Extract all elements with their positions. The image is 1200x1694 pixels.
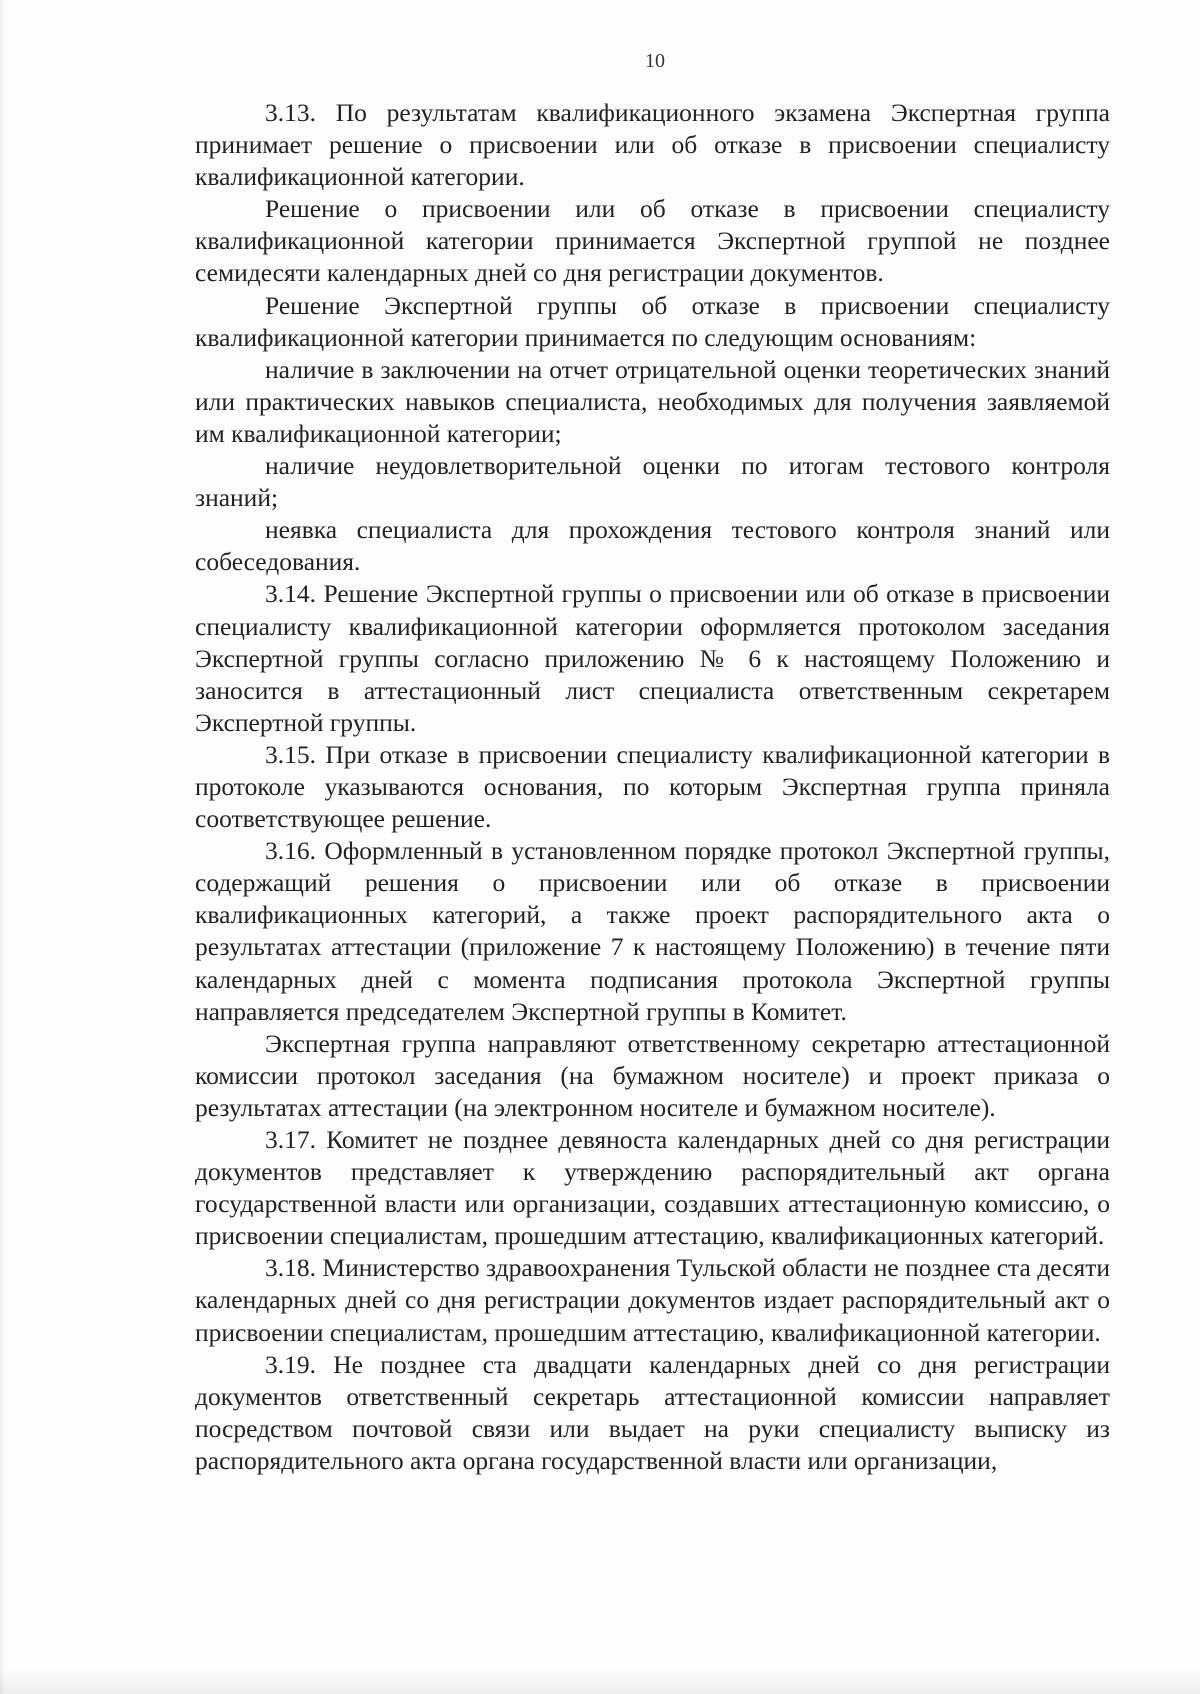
paragraph-ground-no-show: неявка специалиста для прохождения тестового контроля знаний или собеседования. [195,515,1110,577]
paragraph-refusal-grounds: Решение Экспертной группы об отказе в присвоении специалисту квалификационной категории принимается по следующим основаниям: [195,290,1110,352]
paragraph-3-19: 3.19. Не позднее ста двадцати календарных дней со дня регистрации документов ответственный секретарь аттестационной комиссии направляет посредством почтовой связи или выдает на руки специалисту выписку из распорядительного акта органа государственной власти или организации, [195,1349,1110,1475]
paragraph-decision-deadline: Решение о присвоении или об отказе в присвоении специалисту квалификационной категории принимается Экспертной группой не позднее семидесяти календарных дней со дня регистрации документов. [195,194,1110,288]
paragraph-ground-negative-assessment: наличие в заключении на отчет отрицательной оценки теоретических знаний или практических навыков специалиста, необходимых для получения заявляемой им квалификационной категории; [195,354,1110,448]
paragraph-expert-group-sends: Экспертная группа направляют ответственному секретарю аттестационной комиссии протокол заседания (на бумажном носителе) и проект приказа о результатах аттестации (на электронном носителе и бумажном носителе). [195,1028,1110,1122]
paragraph-3-17: 3.17. Комитет не позднее девяноста календарных дней со дня регистрации документов представляет к утверждению распорядительный акт органа государственной власти или организации, создавших аттестационную комиссию, о присвоении специалистам, прошедшим аттестацию, квалификационных категорий. [195,1125,1110,1251]
document-body [195,97,1110,1477]
page-number: 10 [645,50,665,72]
paragraph-3-14: 3.14. Решение Экспертной группы о присвоении или об отказе в присвоении специалисту квалификационной категории оформляется протоколом заседания Экспертной группы согласно приложению № 6 к настоящему Положению и заносится в аттестационный лист специалиста ответственным секретарем Экспертной группы. [195,579,1110,737]
scan-bottom-shadow [0,1668,1200,1694]
scan-edge-shadow [0,0,6,1694]
paragraph-3-16: 3.16. Оформленный в установленном порядке протокол Экспертной группы, содержащий решения о присвоении или об отказе в присвоении квалификационных категорий, а также проект распорядительного акта о результатах аттестации (приложение 7 к настоящему Положению) в течение пяти календарных дней с момента подписания протокола Экспертной группы направляется председателем Экспертной группы в Комитет. [195,836,1110,1026]
paragraph-3-18: 3.18. Министерство здравоохранения Тульской области не позднее ста десяти календарных дней со дня регистрации документов издает распорядительный акт о присвоении специалистам, прошедшим аттестацию, квалификационной категории. [195,1253,1110,1347]
paragraph-3-15: 3.15. При отказе в присвоении специалисту квалификационной категории в протоколе указываются основания, по которым Экспертная группа приняла соответствующее решение. [195,739,1110,834]
paragraph-3-13: 3.13. По результатам квалификационного экзамена Экспертная группа принимает решение о присвоении или об отказе в присвоении специалисту квалификационной категории. [195,98,1110,192]
paragraph-ground-test-fail: наличие неудовлетворительной оценки по итогам тестового контроля знаний; [195,451,1110,513]
